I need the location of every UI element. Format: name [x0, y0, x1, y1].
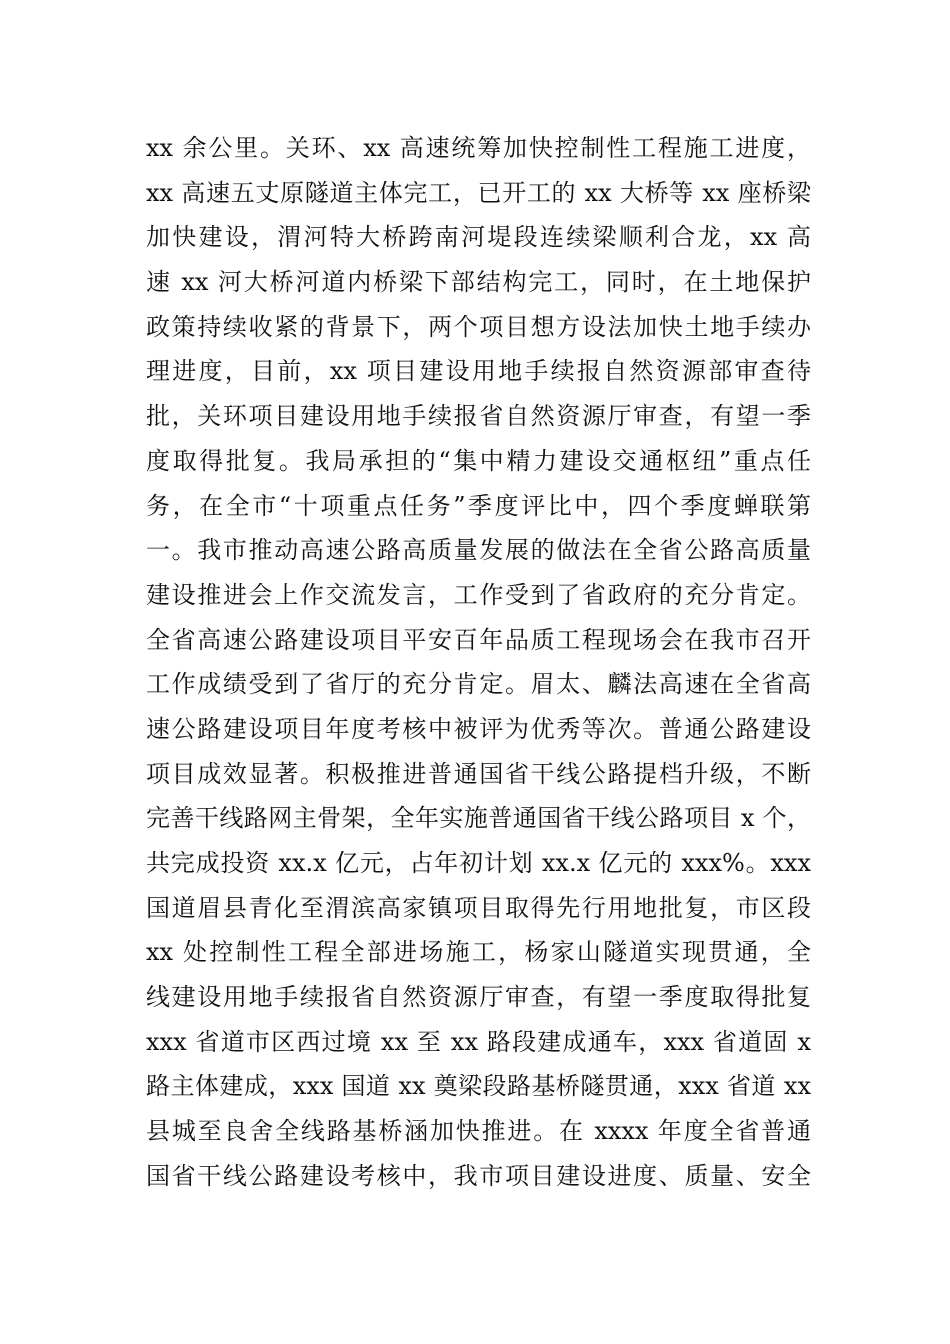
text-line-1: xx 余公里。关环、xx 高速统筹加快控制性工程施工进度， [146, 134, 811, 162]
text-line-10: 一。我市推动高速公路高质量发展的做法在全省公路高质量 [146, 536, 811, 565]
text-line-9: 务，在全市“十项重点任务”季度评比中，四个季度蝉联第 [146, 491, 811, 520]
text-line-11: 建设推进会上作交流发言，工作受到了省政府的充分肯定。 [146, 580, 811, 609]
text-line-16: 完善干线路网主骨架，全年实施普通国省干线公路项目 x 个， [146, 804, 811, 833]
body-text [146, 126, 811, 1199]
text-line-22: 路主体建成，xxx 国道 xx 奠梁段路基桥隧贯通，xxx 省道 xx [146, 1072, 811, 1101]
text-line-21: xxx 省道市区西过境 xx 至 xx 路段建成通车，xxx 省道固 x [146, 1027, 811, 1056]
text-line-3: 加快建设，渭河特大桥跨南河堤段连续梁顺利合龙，xx 高 [146, 223, 811, 252]
text-line-23: 县城至良舍全线路基桥涵加快推进。在 xxxx 年度全省普通 [146, 1117, 811, 1146]
text-line-7: 批，关环项目建设用地手续报省自然资源厅审查，有望一季 [146, 402, 811, 431]
text-line-19: xx 处控制性工程全部进场施工，杨家山隧道实现贯通，全 [146, 938, 811, 967]
text-line-24: 国省干线公路建设考核中，我市项目建设进度、质量、安全 [146, 1161, 811, 1190]
text-line-5: 政策持续收紧的背景下，两个项目想方设法加快土地手续办 [146, 312, 811, 341]
text-line-15: 项目成效显著。积极推进普通国省干线公路提档升级，不断 [146, 759, 811, 788]
text-line-14: 速公路建设项目年度考核中被评为优秀等次。普通公路建设 [146, 714, 811, 743]
text-line-18: 国道眉县青化至渭滨高家镇项目取得先行用地批复，市区段 [146, 893, 811, 922]
text-line-6: 理进度，目前，xx 项目建设用地手续报自然资源部审查待 [146, 357, 811, 386]
text-line-12: 全省高速公路建设项目平安百年品质工程现场会在我市召开 [146, 625, 811, 654]
text-line-13: 工作成绩受到了省厅的充分肯定。眉太、麟法高速在全省高 [146, 670, 811, 699]
text-line-8: 度取得批复。我局承担的“集中精力建设交通枢纽”重点任 [146, 446, 811, 475]
text-line-2: xx 高速五丈原隧道主体完工，已开工的 xx 大桥等 xx 座桥梁 [146, 178, 811, 207]
text-line-4: 速 xx 河大桥河道内桥梁下部结构完工，同时，在土地保护 [146, 268, 811, 297]
text-line-17: 共完成投资 xx.x 亿元，占年初计划 xx.x 亿元的 xxx%。xxx [146, 849, 811, 877]
text-line-20: 线建设用地手续报省自然资源厅审查，有望一季度取得批复 [146, 983, 811, 1012]
